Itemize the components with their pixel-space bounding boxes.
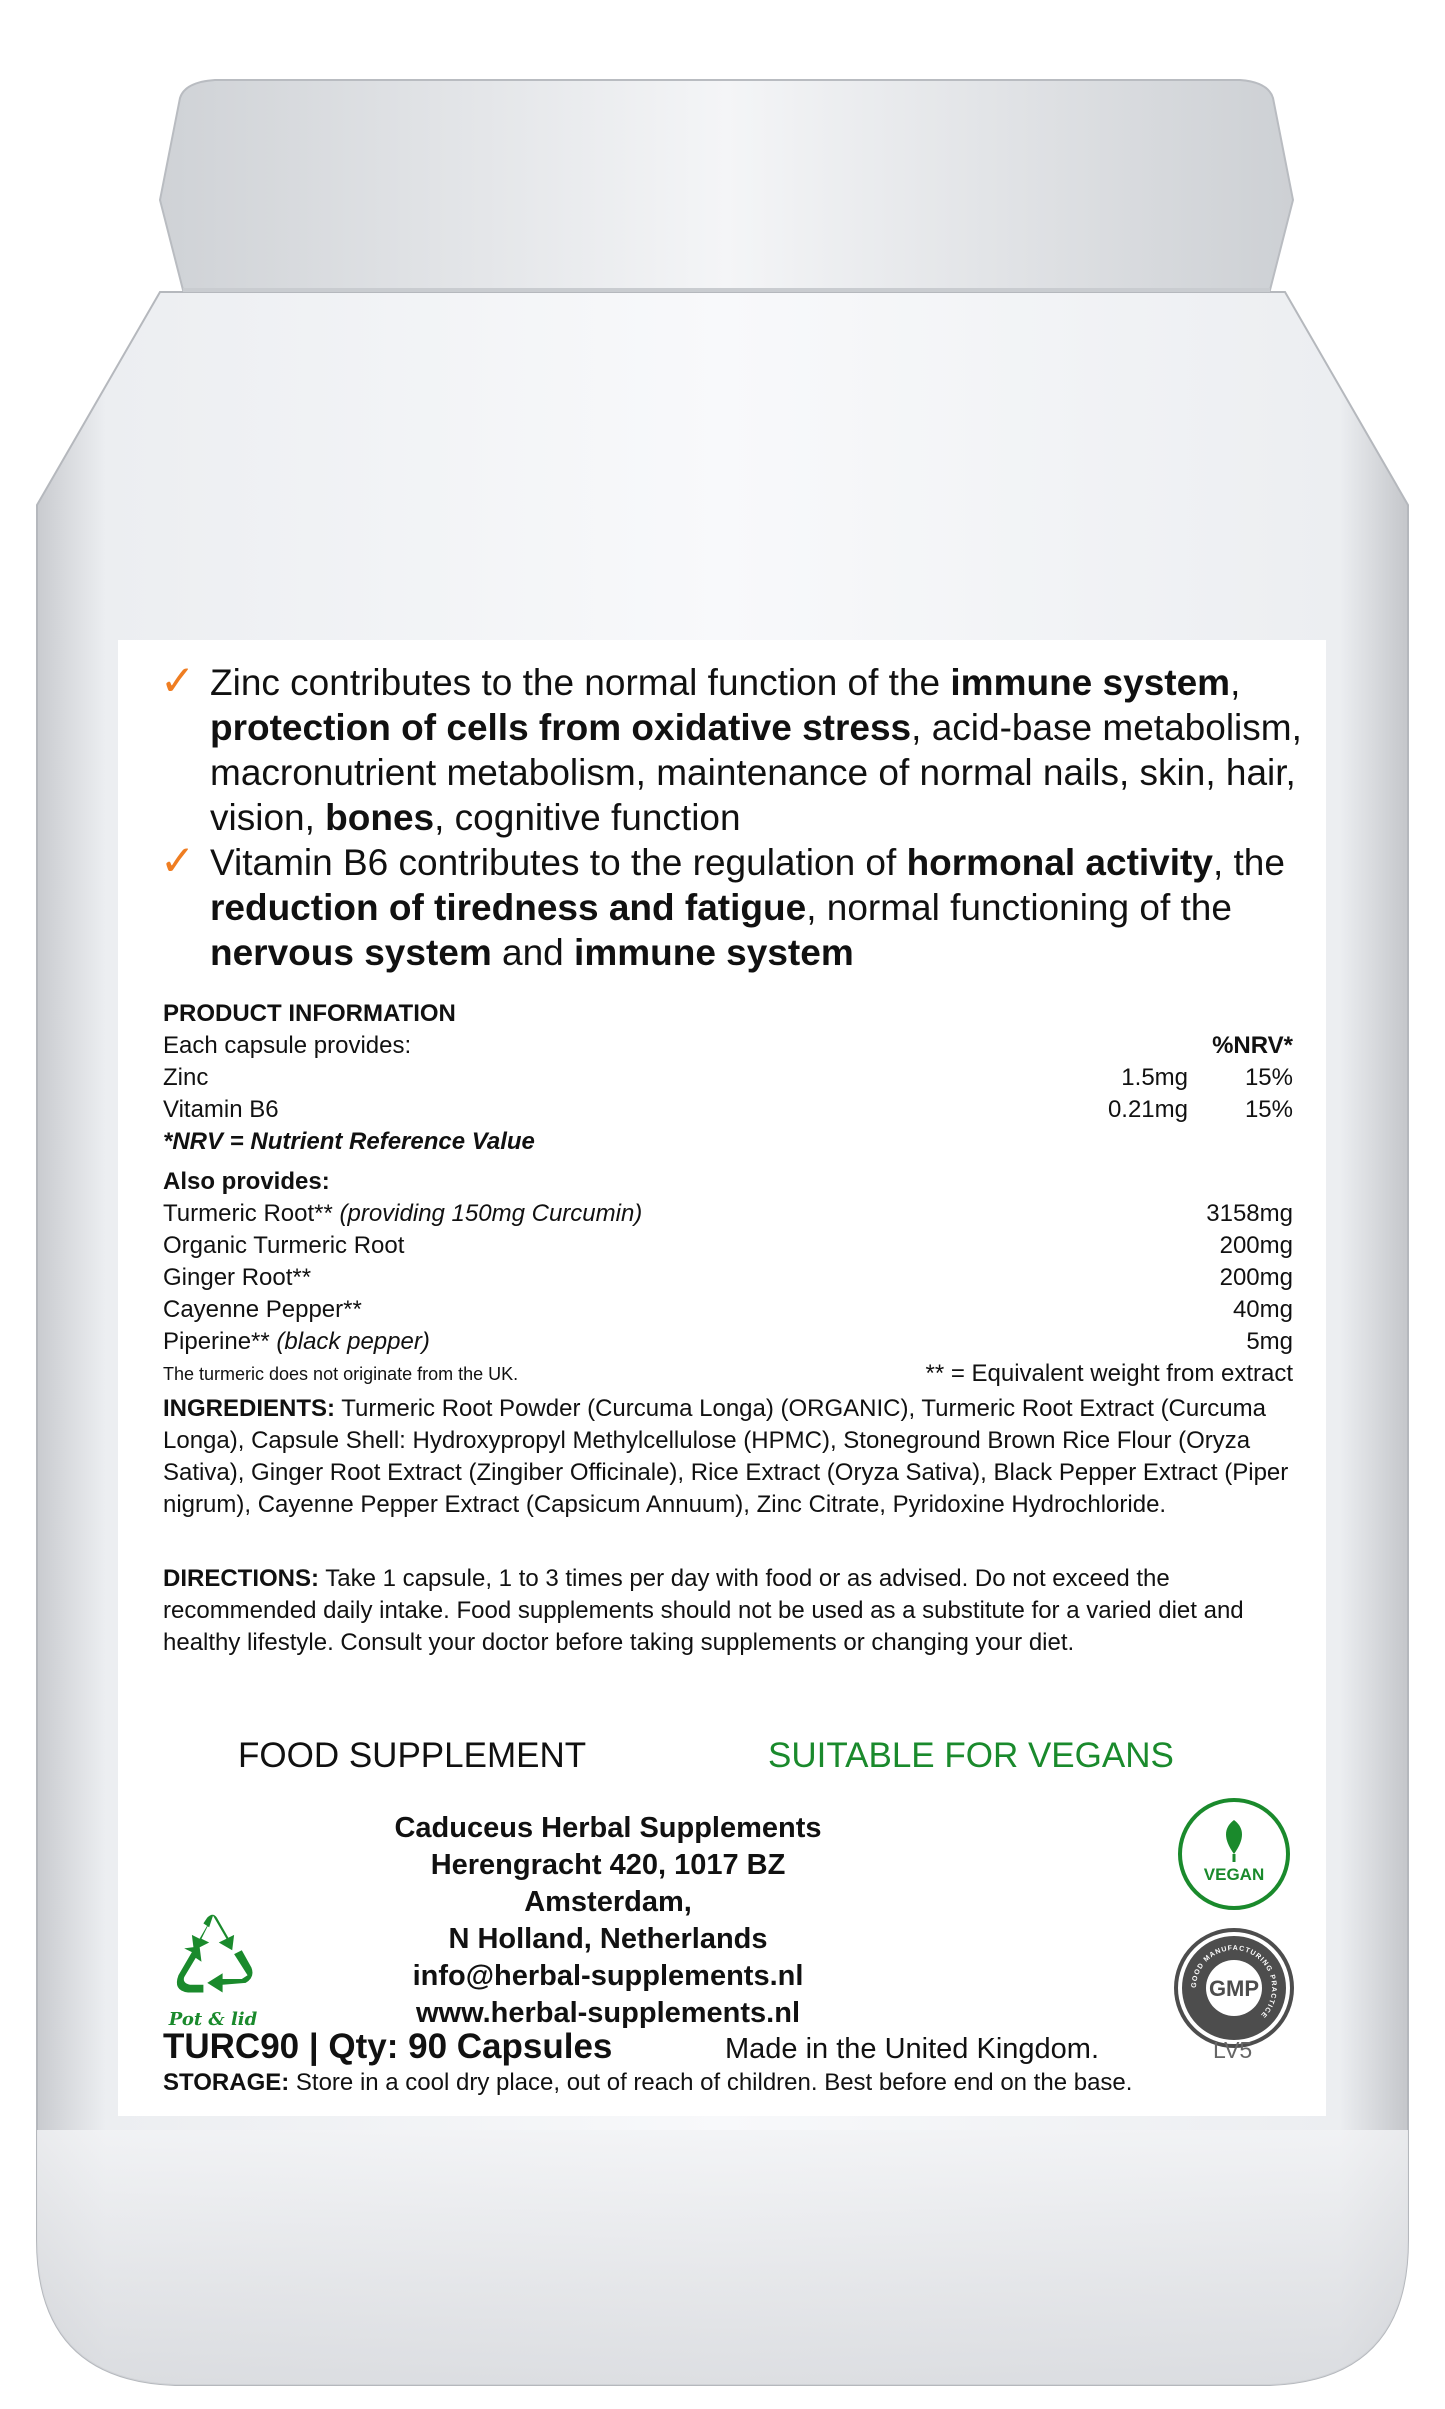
gmp-ring-text: GOOD MANUFACTURING PRACTICE [1190,1944,1278,2020]
also-provides-heading: Also provides: [163,1168,330,1195]
checkmark-icon: ✓ [160,657,196,704]
health-claims [160,657,1310,975]
food-supplement-text: FOOD SUPPLEMENT [238,1736,587,1775]
recycle-caption: Pot & lid [168,2009,258,2030]
product-code: TURC90 | Qty: 90 Capsules [163,2027,613,2066]
footnote-row [163,1358,1293,1390]
nutrient-row-b6: Vitamin B6 0.21mg 15% [163,1096,1293,1123]
vegan-badge [1178,1798,1290,1910]
bottle-bottom-shade [37,2130,1408,2385]
checkmark-icon: ✓ [160,837,196,884]
ingredients: INGREDIENTS: Turmeric Root Powder (Curcuma Longa) (ORGANIC), Turmeric Root Extract (Curcuma Longa), Capsule Shell: Hydroxypropyl Methylcellulose (HPMC), Stoneground Brown Rice Flour (Oryza Sativa), Ginger Root Extract (Zingiber Officinale), Rice Extract (Oryza Sativa), Black Pepper Extract (Piper nigrum), Cayenne Pepper Extract (Capsicum Annuum), Zinc Citrate, Pyridoxine Hydrochloride. [163,1395,1289,1518]
product-info-heading: PRODUCT INFORMATION [163,1000,456,1027]
gmp-badge-graphic [1182,1936,1286,2040]
recycle-icon [165,1908,261,2004]
product-label [118,640,1326,2116]
also-row: Turmeric Root** (providing 150mg Curcumin) 3158mg [163,1200,1293,1227]
claim-vitamin-b6: ✓ Vitamin B6 contributes to the regulation of hormonal activity, the reduction of tiredness and fatigue, normal functioning of the nervous system and immune system [160,837,1285,973]
also-row: Piperine** (black pepper) 5mg [163,1328,1293,1355]
directions: DIRECTIONS: Take 1 capsule, 1 to 3 times per day with food or as advised. Do not exceed the recommended daily intake. Food supplements should not be used as a substitute for a varied diet and healthy lifestyle. Consult your doctor before taking supplements or changing your diet. [163,1565,1244,1656]
recycle-logo [158,1908,268,2030]
equivalent-weight-note: ** = Equivalent weight from extract [925,1360,1293,1387]
company-address: Caduceus Herbal Supplements Herengracht 420, 1017 BZ Amsterdam, N Holland, Netherlands info@herbal-supplements.nl www.herbal-supplements.nl [394,1812,822,2029]
nrv-note: *NRV = Nutrient Reference Value [163,1128,535,1155]
footer-row [163,2027,1303,2067]
made-in: Made in the United Kingdom. [725,2033,1099,2065]
suitable-for-vegans-text: SUITABLE FOR VEGANS [768,1736,1174,1775]
vegan-badge-label: VEGAN [1203,1865,1265,1884]
also-row: Cayenne Pepper** 40mg [163,1296,1293,1323]
also-row: Organic Turmeric Root 200mg [163,1232,1293,1259]
also-row: Ginger Root** 200mg [163,1264,1293,1291]
claim-zinc: ✓ Zinc contributes to the normal function of the immune system, protection of cells from oxidative stress, acid-base metabolism, macronutrient metabolism, maintenance of normal nails, skin, hair, vision, bones, cognitive function [160,657,1302,838]
nutrient-row-zinc: Zinc 1.5mg 15% [163,1064,1293,1091]
leaf-icon [1182,1802,1286,1906]
gmp-badge-label: GMP [1208,1976,1260,2001]
storage: STORAGE: Store in a cool dry place, out of reach of children. Best before end on the base. [163,2069,1133,2096]
product-information [163,998,1293,1390]
label-footer [163,2027,1303,2097]
nutrient-header-row: Each capsule provides: %NRV* [163,1032,1293,1059]
label-version: LV5 [1213,2037,1253,2063]
uk-origin-note: The turmeric does not originate from the UK. [163,1364,519,1384]
bottle-lid [160,80,1293,290]
